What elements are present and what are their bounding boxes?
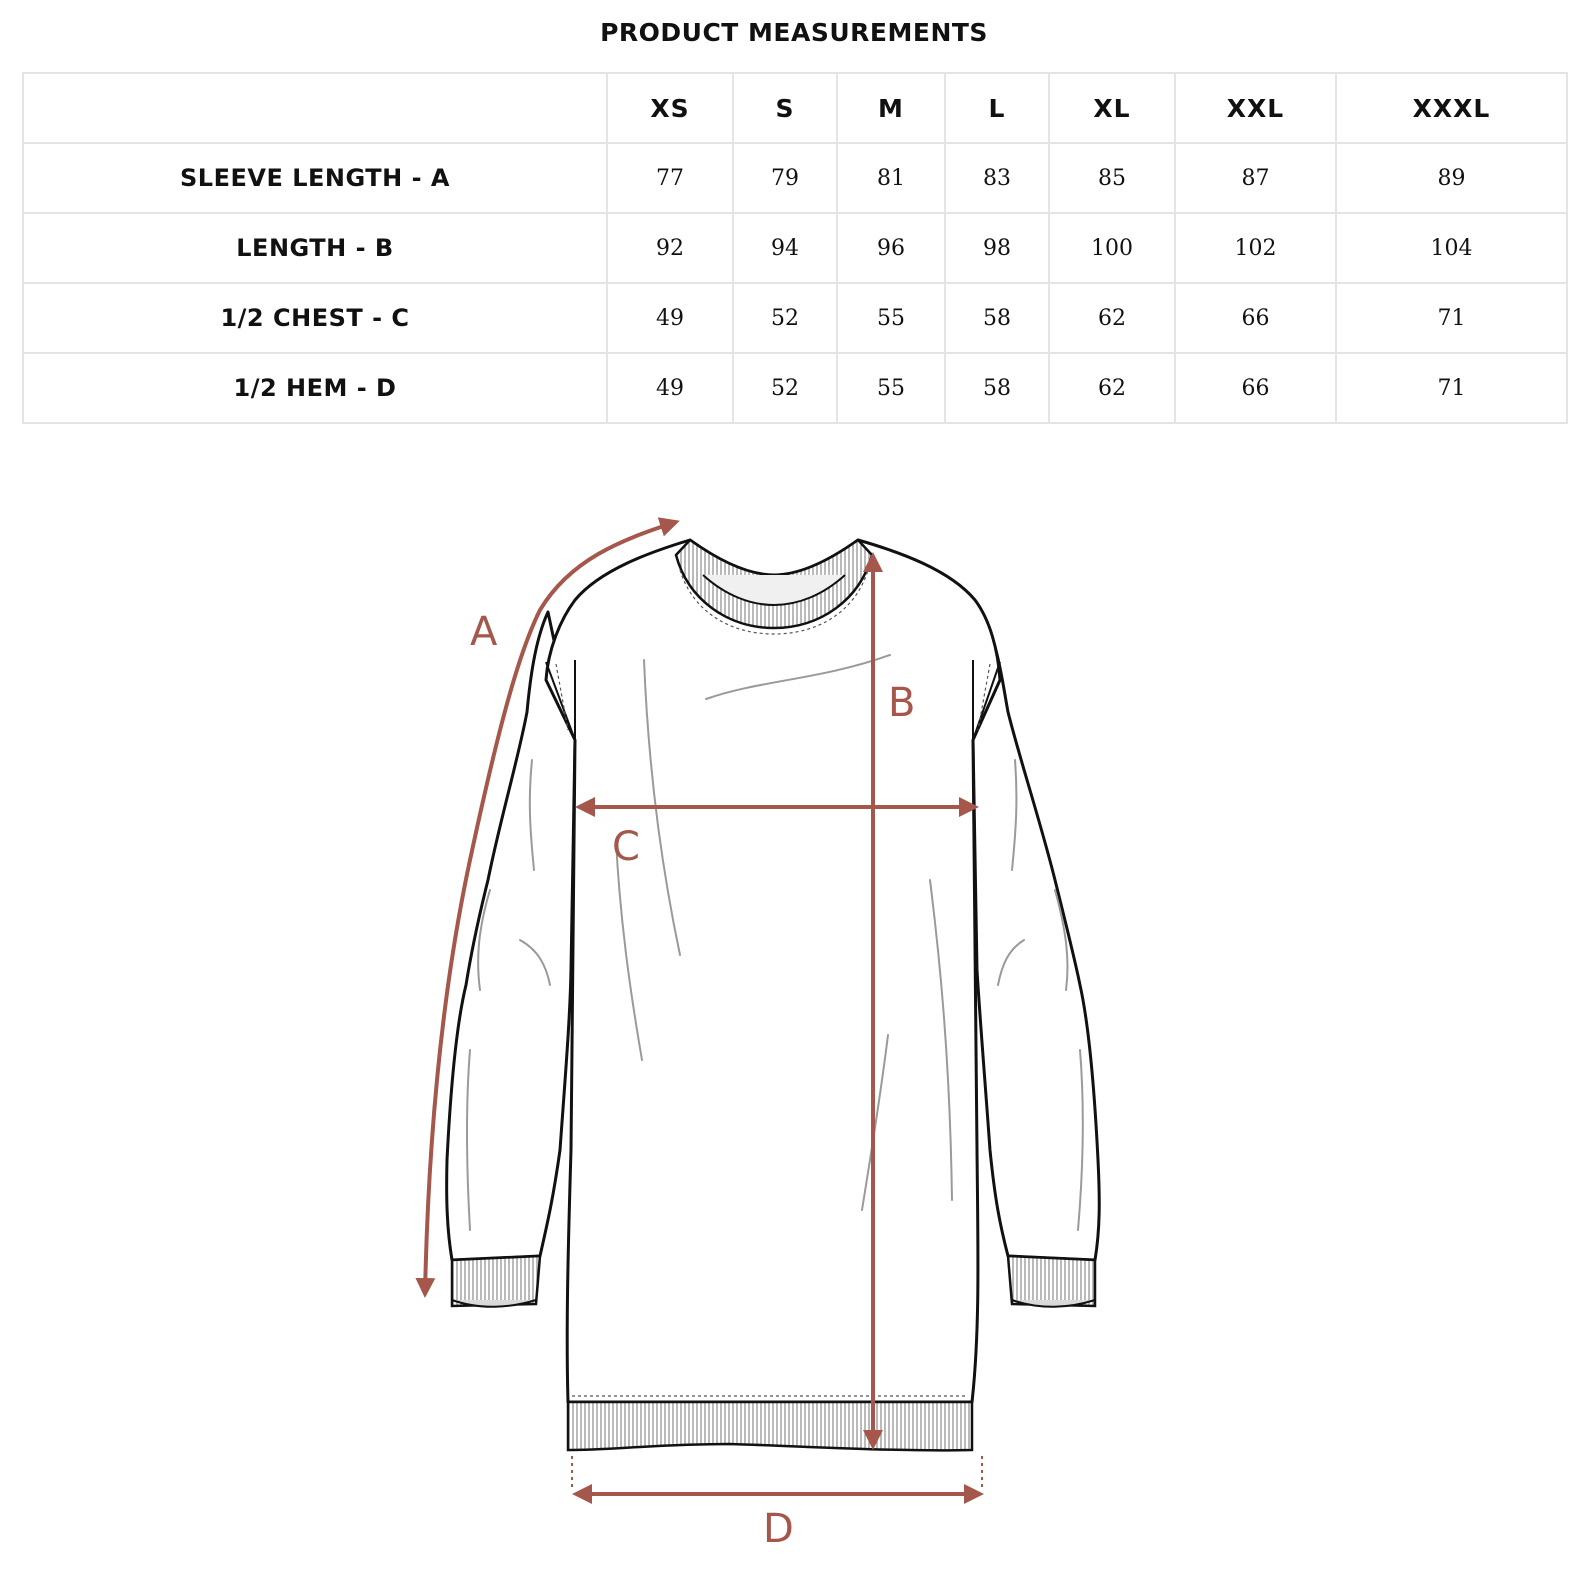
- table-row: [23, 143, 1567, 213]
- table-cell: 81: [837, 143, 945, 213]
- row-label-half-hem: 1/2 HEM - D: [23, 353, 607, 423]
- table-cell: 87: [1175, 143, 1336, 213]
- dimension-b-label: B: [888, 680, 916, 726]
- size-header-xs: XS: [607, 73, 733, 143]
- hem-rib: [568, 1402, 972, 1450]
- table-cell: 55: [837, 283, 945, 353]
- table-cell: 83: [945, 143, 1049, 213]
- table-cell: 66: [1175, 353, 1336, 423]
- table-cell: 52: [733, 283, 837, 353]
- table-cell: 96: [837, 213, 945, 283]
- table-cell: 58: [945, 353, 1049, 423]
- size-chart-table: [22, 72, 1568, 424]
- dimension-a-label: A: [470, 609, 498, 655]
- row-label-half-chest: 1/2 CHEST - C: [23, 283, 607, 353]
- table-cell: 71: [1336, 283, 1567, 353]
- size-header-s: S: [733, 73, 837, 143]
- size-header-xxl: XXL: [1175, 73, 1336, 143]
- corner-cell: [23, 73, 607, 143]
- row-label-length: LENGTH - B: [23, 213, 607, 283]
- table-cell: 98: [945, 213, 1049, 283]
- table-cell: 104: [1336, 213, 1567, 283]
- table-cell: 66: [1175, 283, 1336, 353]
- table-cell: 52: [733, 353, 837, 423]
- header-row: [23, 73, 1567, 143]
- table-cell: 100: [1049, 213, 1175, 283]
- dimension-c-label: C: [612, 824, 640, 870]
- size-header-l: L: [945, 73, 1049, 143]
- table-cell: 89: [1336, 143, 1567, 213]
- dimension-d-label: D: [763, 1506, 794, 1552]
- size-header-xxxl: XXXL: [1336, 73, 1567, 143]
- table-cell: 71: [1336, 353, 1567, 423]
- table-row: [23, 283, 1567, 353]
- table-cell: 55: [837, 353, 945, 423]
- table-cell: 49: [607, 283, 733, 353]
- dimension-d: [572, 1456, 982, 1552]
- left-cuff: [452, 1256, 540, 1307]
- table-cell: 79: [733, 143, 837, 213]
- size-header-xl: XL: [1049, 73, 1175, 143]
- table-cell: 62: [1049, 353, 1175, 423]
- table-cell: 94: [733, 213, 837, 283]
- table-row: [23, 353, 1567, 423]
- table-cell: 58: [945, 283, 1049, 353]
- table-cell: 92: [607, 213, 733, 283]
- table-cell: 77: [607, 143, 733, 213]
- table-cell: 85: [1049, 143, 1175, 213]
- table-cell: 62: [1049, 283, 1175, 353]
- right-cuff: [1008, 1256, 1095, 1307]
- table-cell: 102: [1175, 213, 1336, 283]
- row-label-sleeve-length: SLEEVE LENGTH - A: [23, 143, 607, 213]
- sweatshirt-diagram: [0, 470, 1588, 1590]
- table-row: [23, 213, 1567, 283]
- page-title: PRODUCT MEASUREMENTS: [600, 18, 988, 47]
- table-cell: 49: [607, 353, 733, 423]
- size-header-m: M: [837, 73, 945, 143]
